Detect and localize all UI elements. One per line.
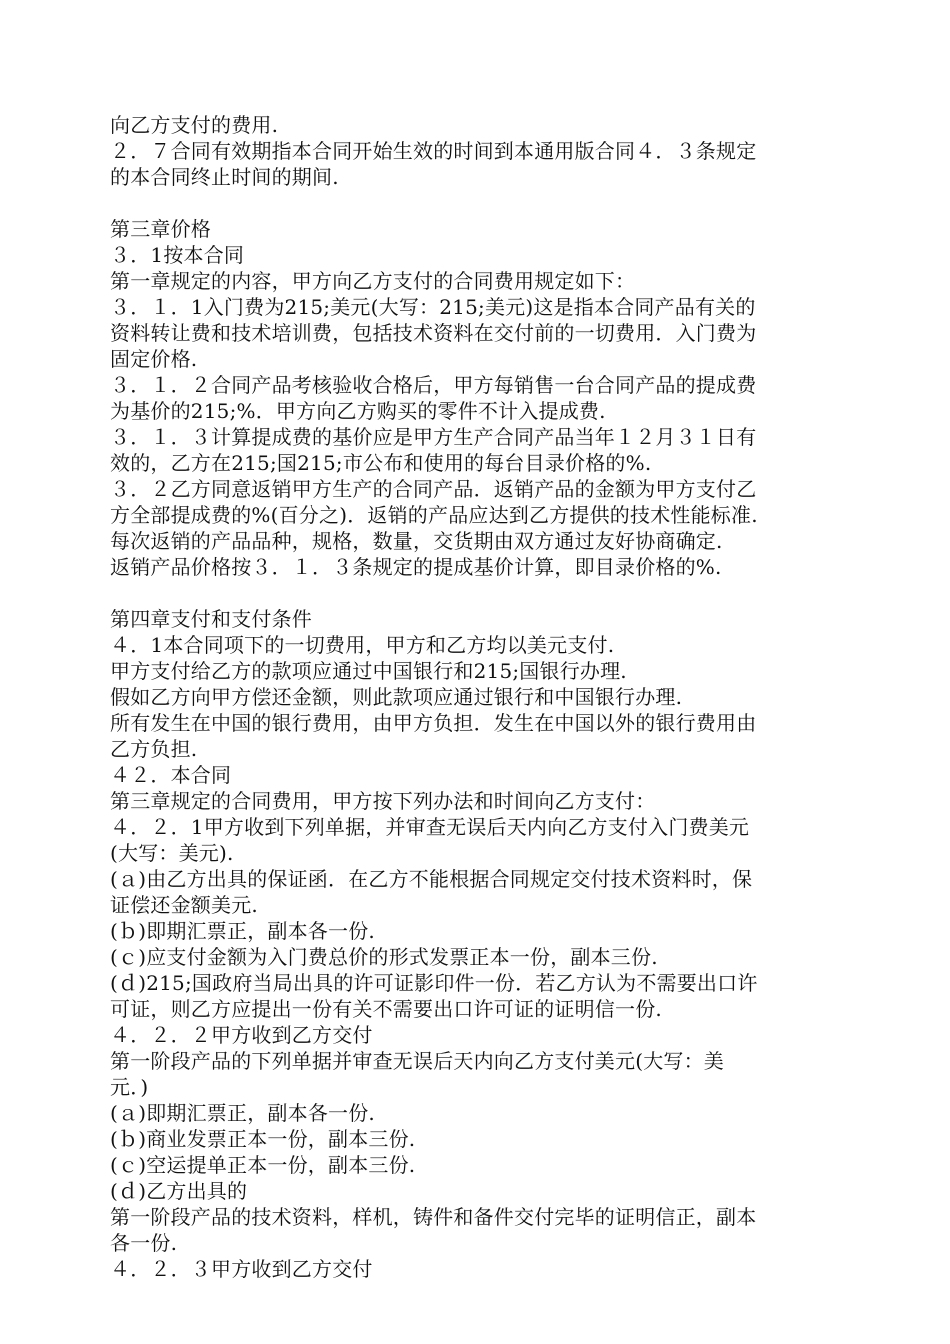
text-line: 的本合同终止时间的期间. <box>110 165 339 189</box>
text-line: 所有发生在中国的银行费用，由甲方负担．发生在中国以外的银行费用由 <box>110 711 757 735</box>
text-line: (大写：美元). <box>110 841 234 865</box>
paragraph-gap <box>110 580 850 606</box>
text-line: ４．２．２甲方收到乙方交付 <box>110 1023 373 1047</box>
text-line: 甲方支付给乙方的款项应通过中国银行和215;国银行办理. <box>110 659 627 683</box>
text-line: (ｄ)215;国政府当局出具的许可证影印件一份．若乙方认为不需要出口许 <box>110 971 758 995</box>
paragraph-gap <box>110 190 850 216</box>
text-line: 效的，乙方在215;国215;市公布和使用的每台目录价格的%. <box>110 451 652 475</box>
text-line: ４．1本合同项下的一切费用，甲方和乙方均以美元支付. <box>110 633 615 657</box>
text-line: 固定价格. <box>110 347 198 371</box>
text-line: (ｃ)应支付金额为入门费总价的形式发票正本一份，副本三份. <box>110 945 658 969</box>
text-line: 为基价的215;%．甲方向乙方购买的零件不计入提成费. <box>110 399 606 423</box>
text-line: (ｄ)乙方出具的 <box>110 1179 248 1203</box>
text-line: ４２．本合同 <box>110 763 232 787</box>
text-line: 第三章规定的合同费用，甲方按下列办法和时间向乙方支付： <box>110 789 656 813</box>
text-line: ３．1按本合同 <box>110 243 245 267</box>
text-line: 假如乙方向甲方偿还金额，则此款项应通过银行和中国银行办理. <box>110 685 683 709</box>
text-line: 资料转让费和技术培训费，包括技术资料在交付前的一切费用．入门费为 <box>110 321 757 345</box>
text-line: 各一份. <box>110 1231 178 1255</box>
text-line: ４．２．３甲方收到乙方交付 <box>110 1257 373 1281</box>
text-line: 元．) <box>110 1075 149 1099</box>
chapter-heading: 第四章支付和支付条件 <box>110 607 312 631</box>
text-line: (ｂ)商业发票正本一份，副本三份. <box>110 1127 416 1151</box>
document-body <box>110 112 850 1282</box>
text-line: 每次返销的产品品种，规格，数量，交货期由双方通过友好协商确定. <box>110 529 723 553</box>
chapter-heading: 第三章价格 <box>110 217 211 241</box>
text-line: 第一阶段产品的下列单据并审查无误后天内向乙方支付美元(大写：美 <box>110 1049 725 1073</box>
text-line: 方全部提成费的%(百分之)．返销的产品应达到乙方提供的技术性能标准. <box>110 503 758 527</box>
text-line: 第一阶段产品的技术资料，样机，铸件和备件交付完毕的证明信正，副本 <box>110 1205 757 1229</box>
text-line: ３．１．３计算提成费的基价应是甲方生产合同产品当年１２月３１日有 <box>110 425 757 449</box>
text-line: ２．７合同有效期指本合同开始生效的时间到本通用版合同４．３条规定 <box>110 139 757 163</box>
text-line: 可证，则乙方应提出一份有关不需要出口许可证的证明信一份. <box>110 997 662 1021</box>
text-line: ３．１．1入门费为215;美元(大写：215;美元)这是指本合同产品有关的 <box>110 295 756 319</box>
text-line: 证偿还金额美元. <box>110 893 258 917</box>
text-line: (ａ)即期汇票正，副本各一份. <box>110 1101 375 1125</box>
text-line: (ａ)由乙方出具的保证函．在乙方不能根据合同规定交付技术资料时，保 <box>110 867 753 891</box>
text-line: 向乙方支付的费用. <box>110 113 279 137</box>
text-line: (ｃ)空运提单正本一份，副本三份. <box>110 1153 416 1177</box>
text-line: 乙方负担. <box>110 737 198 761</box>
text-line: 第一章规定的内容，甲方向乙方支付的合同费用规定如下： <box>110 269 636 293</box>
text-line: 返销产品价格按３．１．３条规定的提成基价计算，即目录价格的%. <box>110 555 722 579</box>
text-line: ４．２．1甲方收到下列单据，并审查无误后天内向乙方支付入门费美元 <box>110 815 750 839</box>
text-line: ３．１．２合同产品考核验收合格后，甲方每销售一台合同产品的提成费 <box>110 373 757 397</box>
text-line: (ｂ)即期汇票正，副本各一份. <box>110 919 375 943</box>
text-line: ３．２乙方同意返销甲方生产的合同产品．返销产品的金额为甲方支付乙 <box>110 477 757 501</box>
